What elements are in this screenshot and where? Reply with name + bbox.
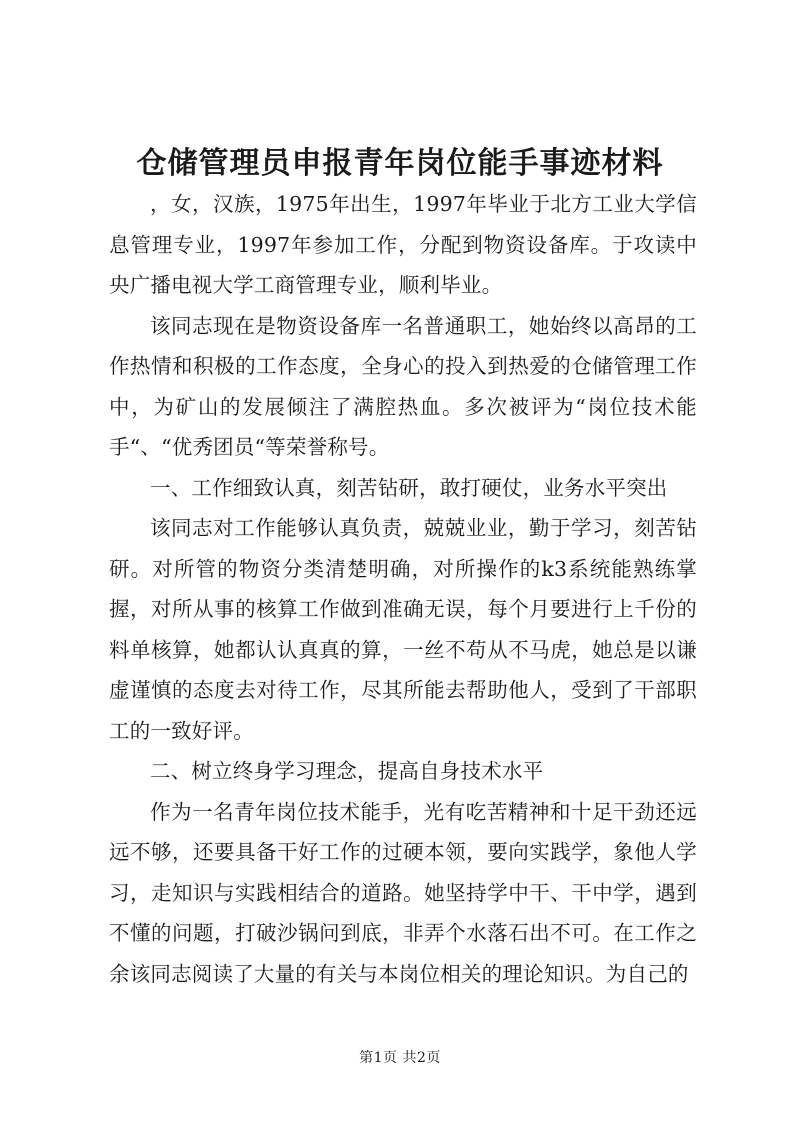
paragraph-personal-info: ，女，汉族，1975年出生，1997年毕业于北方工业大学信息管理专业，1997年参加工作，分配到物资设备库。于攻读中央广播电视大学工商管理专业，顺利毕业。 — [109, 192, 697, 297]
paragraph-work-attitude: 该同志对工作能够认真负责，兢兢业业，勤于学习，刻苦钻研。对所管的物资分类清楚明确，对所操作的k3系统能熟练掌握，对所从事的核算工作做到准确无误，每个月要进行上千份的料单核算，她都认认真真的算，一丝不苟从不马虎，她总是以谦虚谨慎的态度去对待工作，尽其所能去帮助他人，受到了干部职工的一致好评。 — [109, 516, 697, 743]
page-indicator: 第1页 共2页 — [359, 1050, 441, 1066]
paragraph-current-role: 该同志现在是物资设备库一名普通职工，她始终以高昂的工作热情和积极的工作态度，全身心的投入到热爱的仓储管理工作中，为矿山的发展倾注了满腔热血。多次被评为“岗位技术能手“、“优秀团员“等荣誉称号。 — [109, 313, 697, 459]
paragraph-learning: 作为一名青年岗位技术能手，光有吃苦精神和十足干劲还远远不够，还要具备干好工作的过硬本领，要向实践学，象他人学习，走知识与实践相结合的道路。她坚持学中干、干中学，遇到不懂的问题，打破沙锅问到底，非弄个水落石出不可。在工作之余该同志阅读了大量的有关与本岗位相关的理论知识。为自己的 — [109, 799, 697, 986]
document-title: 仓储管理员申报青年岗位能手事迹材料 — [136, 146, 664, 181]
document-body — [109, 184, 697, 994]
section-heading-2: 二、树立终身学习理念，提高自身技术水平 — [150, 759, 544, 783]
section-heading-1: 一、工作细致认真，刻苦钻研，敢打硬仗，业务水平突出 — [150, 475, 668, 500]
